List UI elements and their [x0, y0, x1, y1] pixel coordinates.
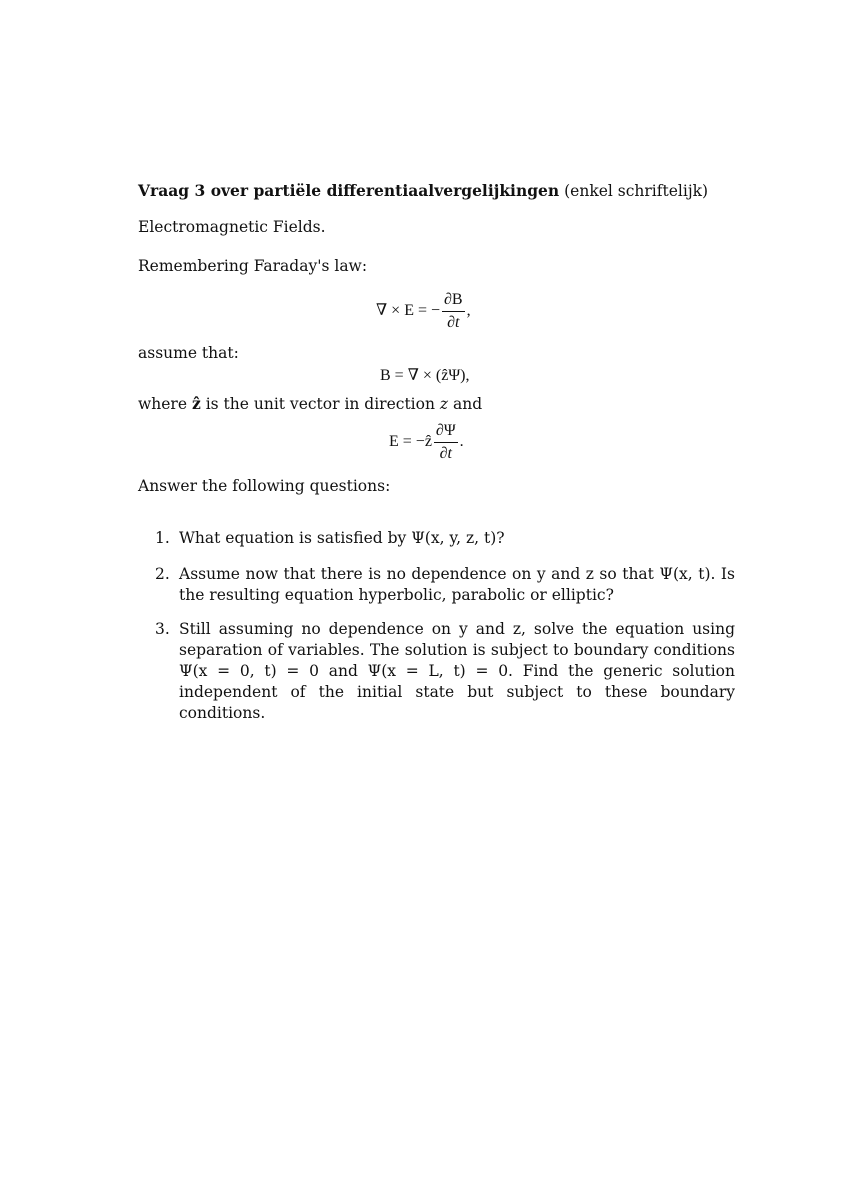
faraday-fraction [442, 291, 465, 332]
page-title [138, 181, 708, 200]
z-hat-symbol: ẑ [191, 394, 201, 413]
intro-text: Remembering Faraday's law: [138, 257, 368, 275]
question-text: Still assuming no dependence on y and z, solve the equation using separation of variables. The solution is subject to boundary conditions Ψ(x = 0, t) = 0 and Ψ(x = L, t) = 0. Find the generic solution independent of the initial state but subject to these boundary conditions. [179, 620, 735, 722]
question-1 [155, 528, 735, 549]
b-equation: B = ∇ × (ẑΨ), [380, 367, 470, 384]
e-numerator: ∂Ψ [434, 422, 458, 443]
faraday-end: , [466, 302, 471, 320]
faraday-lhs: ∇ × E = − [376, 302, 441, 320]
where-before: where [138, 395, 188, 413]
title-bold: Vraag 3 over partiële differentiaalvergelijkingen [138, 181, 560, 200]
e-lhs: E = −ẑ [389, 433, 432, 451]
faraday-equation [376, 291, 471, 332]
assume-text: assume that: [138, 344, 239, 362]
question-text: Assume now that there is no dependence on y and z so that Ψ(x, t). Is the resulting equation hyperbolic, parabolic or elliptic? [179, 565, 735, 604]
e-end: . [459, 433, 464, 451]
where-after: is the unit vector in direction [205, 395, 435, 413]
where-end: and [453, 395, 483, 413]
where-text [138, 394, 482, 413]
title-note: (enkel schriftelijk) [564, 182, 709, 200]
e-fraction [434, 422, 458, 463]
faraday-numerator: ∂B [442, 291, 465, 312]
question-number: 3. [155, 620, 170, 638]
faraday-denominator: ∂t [447, 314, 460, 331]
question-3 [155, 619, 735, 724]
e-denominator: ∂t [439, 445, 452, 462]
question-2 [155, 564, 735, 606]
question-number: 1. [155, 529, 170, 547]
question-number: 2. [155, 565, 170, 583]
answer-intro: Answer the following questions: [138, 477, 391, 495]
subtitle: Electromagnetic Fields. [138, 218, 326, 236]
where-var: z [439, 395, 449, 413]
e-equation [389, 422, 464, 463]
question-text: What equation is satisfied by Ψ(x, y, z, t)? [179, 529, 505, 547]
